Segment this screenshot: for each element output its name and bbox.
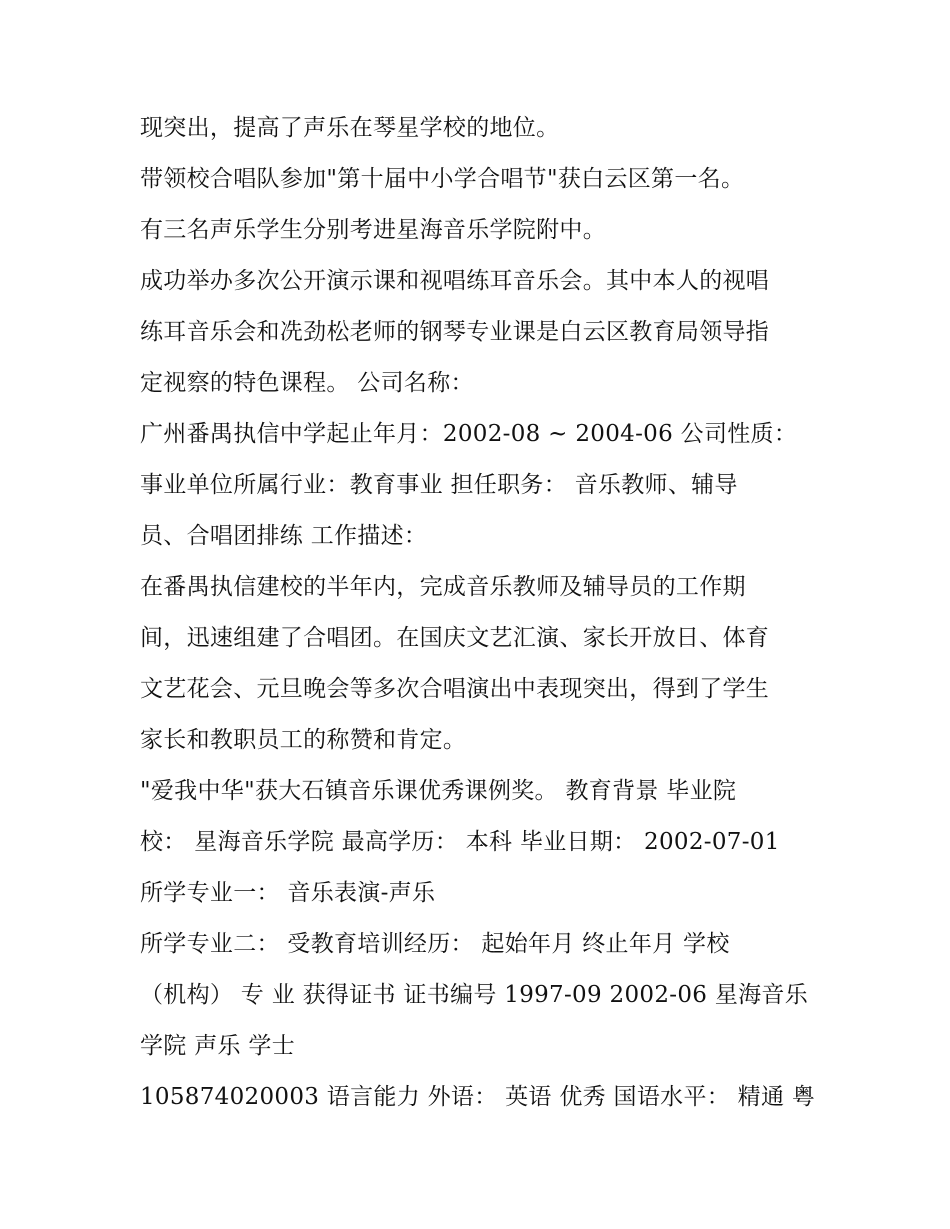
text-line-3: 有三名声乐学生分别考进星海音乐学院附中。 <box>140 217 606 243</box>
text-line-19: 学院 声乐 学士 <box>140 1033 296 1059</box>
text-line-15: 校： 星海音乐学院 最高学历： 本科 毕业日期： 2002-07-01 <box>140 829 780 855</box>
text-line-6: 定视察的特色课程。 公司名称： <box>140 370 474 396</box>
text-line-2: 带领校合唱队参加"第十届中小学合唱节"获白云区第一名。 <box>140 166 745 192</box>
text-line-18: （机构） 专 业 获得证书 证书编号 1997-09 2002-06 星海音乐 <box>140 982 809 1008</box>
text-line-1: 现突出，提高了声乐在琴星学校的地位。 <box>140 115 560 141</box>
text-line-11: 间，迅速组建了合唱团。在国庆文艺汇演、家长开放日、体育 <box>140 625 770 651</box>
text-line-10: 在番禺执信建校的半年内，完成音乐教师及辅导员的工作期 <box>140 574 746 600</box>
text-line-13: 家长和教职员工的称赞和肯定。 <box>140 727 467 753</box>
text-line-4: 成功举办多次公开演示课和视唱练耳音乐会。其中本人的视唱 <box>140 268 770 294</box>
text-line-17: 所学专业二： 受教育培训经历： 起始年月 终止年月 学校 <box>140 931 730 957</box>
text-line-12: 文艺花会、元旦晚会等多次合唱演出中表现突出，得到了学生 <box>140 676 770 702</box>
text-line-20: 105874020003 语言能力 外语： 英语 优秀 国语水平： 精通 粤 <box>140 1084 816 1110</box>
text-line-5: 练耳音乐会和冼劲松老师的钢琴专业课是白云区教育局领导指 <box>140 319 770 345</box>
text-line-7: 广州番禺执信中学起止年月：2002-08 ~ 2004-06 公司性质： <box>140 421 798 447</box>
text-line-8: 事业单位所属行业：教育事业 担任职务： 音乐教师、辅导 <box>140 472 738 498</box>
text-line-14: "爱我中华"获大石镇音乐课优秀课例奖。 教育背景 毕业院 <box>140 778 737 804</box>
text-line-9: 员、合唱团排练 工作描述： <box>140 523 428 549</box>
text-line-16: 所学专业一： 音乐表演-声乐 <box>140 880 436 906</box>
